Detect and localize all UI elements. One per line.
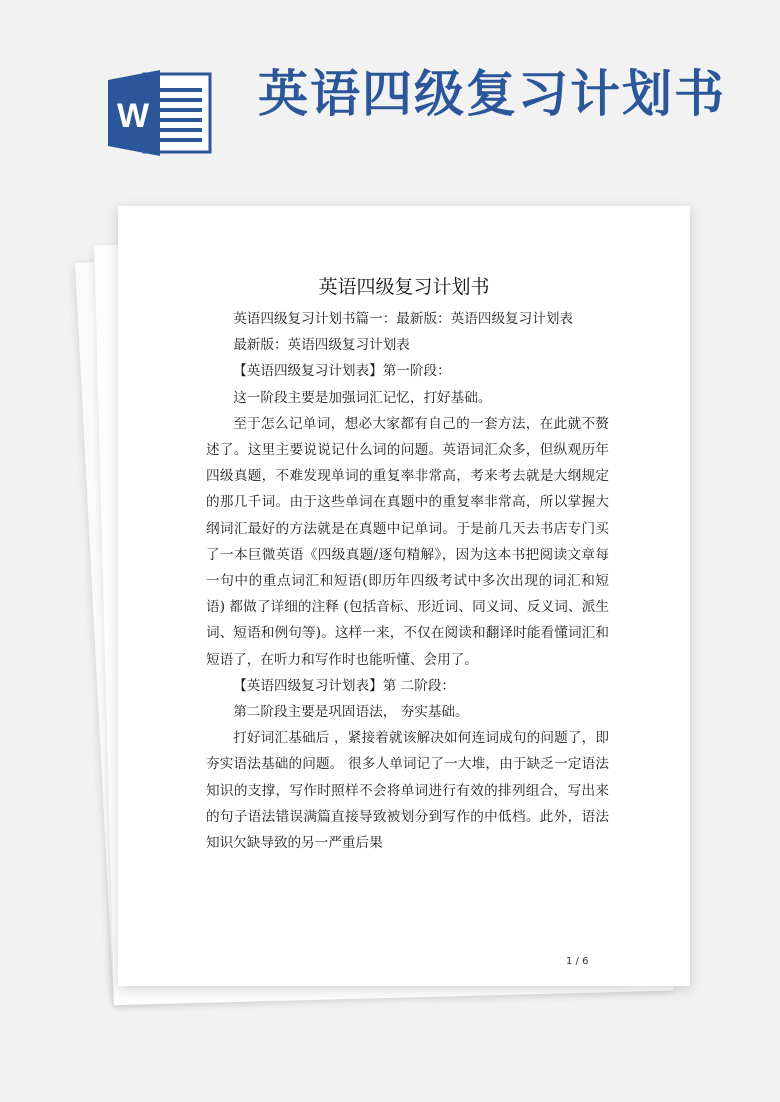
document-title: 英语四级复习计划书 — [318, 276, 490, 298]
paragraph: 最新版：英语四级复习计划表 — [233, 337, 410, 354]
paragraph: 打好词汇基础后 ，紧接着就该解决如何连词成句的问题了，即夯实语法基础的问题。 很多人单词记了一大堆，由于缺乏一定语法知识的支撑，写作时照样不会将单词进行有效的排列组合，写出来的句子语法错误满篇直接导致被划分到写作的中低档。此外，语法知识欠缺导致的另一严重后果 — [206, 730, 609, 852]
paragraph: 【英语四级复习计划表】第一阶段： — [233, 363, 451, 380]
icon-letter: W — [116, 97, 150, 135]
paragraph: 【英语四级复习计划表】第 二阶段： — [233, 677, 456, 694]
paragraph: 至于怎么记单词，想必大家都有自己的一套方法，在此就不赘述了。这里主要说说记什么词的问题。英语词汇众多，但纵观历年四级真题，不难发现单词的重复率非常高，考来考去就是大纲规定的那几千词。由于这些单词在真题中的重复率非常高，所以掌握大纲词汇最好的方法就是在真题中记单词。于是前几天去书店专门买了一本巨微英语《四级真题/逐句精解》，因为这本书把阅读文章每一句中的重点词汇和短语(即历年四级考试中多次出现的词汇和短语) 都做了详细的注释 (包括音标、形近词、同义词、反义词、派生词、短语和例句等)。这样一来，不仅在阅读和翻译时能看懂词汇和短语了，在听力和写作时也能听懂、会用了。 — [206, 415, 609, 668]
page-indicator: 1 / 6 — [566, 956, 589, 967]
paragraph: 这一阶段主要是加强词汇记忆，打好基础。 — [233, 389, 492, 406]
document-body — [206, 306, 609, 856]
paragraph: 英语四级复习计划书篇一：最新版：英语四级复习计划表 — [233, 311, 574, 327]
document-page — [118, 206, 690, 986]
word-document-icon — [108, 70, 214, 156]
paragraph: 第二阶段主要是巩固语法， 夯实基础。 — [233, 704, 469, 721]
header-title: 英语四级复习计划书 — [258, 65, 726, 123]
